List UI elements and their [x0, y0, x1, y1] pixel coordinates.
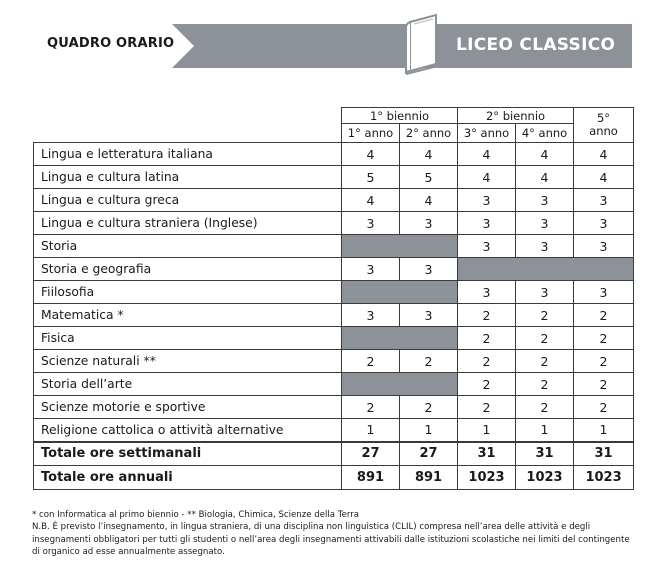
timetable	[33, 107, 634, 490]
hours-cell: 3	[458, 235, 516, 258]
total-cell: 31	[458, 442, 516, 466]
total-cell: 1023	[574, 466, 634, 490]
hours-cell: 1	[516, 419, 574, 442]
shaded-cell	[458, 258, 634, 281]
total-cell: 891	[342, 466, 400, 490]
footnote-line-1: * con Informatica al primo biennio - ** Biologia, Chimica, Scienze della Terra	[32, 510, 360, 520]
hours-cell: 3	[342, 258, 400, 281]
hours-cell: 4	[342, 189, 400, 212]
hours-cell: 4	[400, 189, 458, 212]
shaded-cell	[342, 327, 458, 350]
table-row	[34, 350, 634, 373]
subject-cell: Storia e geografia	[34, 258, 342, 281]
subject-cell: Lingua e cultura greca	[34, 189, 342, 212]
year-5-line2: anno	[589, 124, 618, 138]
subject-cell: Lingua e cultura straniera (Inglese)	[34, 212, 342, 235]
table-row	[34, 419, 634, 442]
group-second-biennio: 2° biennio	[458, 108, 574, 124]
hours-cell: 4	[516, 143, 574, 166]
hours-cell: 3	[458, 212, 516, 235]
subject-cell: Fiilosofia	[34, 281, 342, 304]
hours-cell: 3	[516, 281, 574, 304]
hours-cell: 1	[458, 419, 516, 442]
hours-cell: 2	[516, 304, 574, 327]
subject-cell: Fisica	[34, 327, 342, 350]
hours-cell: 2	[574, 327, 634, 350]
shaded-cell	[342, 235, 458, 258]
hours-cell: 4	[400, 143, 458, 166]
hours-cell: 4	[458, 166, 516, 189]
total-cell: 31	[574, 442, 634, 466]
shaded-cell	[342, 281, 458, 304]
hours-cell: 3	[400, 212, 458, 235]
hours-cell: 3	[574, 189, 634, 212]
hours-cell: 1	[574, 419, 634, 442]
table-row	[34, 143, 634, 166]
page-title: QUADRO ORARIO	[47, 36, 175, 51]
subject-cell: Scienze naturali **	[34, 350, 342, 373]
hours-cell: 3	[400, 258, 458, 281]
hours-cell: 2	[458, 373, 516, 396]
table-row	[34, 396, 634, 419]
total-label: Totale ore annuali	[34, 466, 342, 490]
year-2-header: 2° anno	[400, 124, 458, 143]
total-cell: 1023	[516, 466, 574, 490]
hours-cell: 3	[458, 189, 516, 212]
hours-cell: 2	[458, 396, 516, 419]
hours-cell: 2	[574, 304, 634, 327]
hours-cell: 5	[400, 166, 458, 189]
hours-cell: 3	[342, 212, 400, 235]
hours-cell: 4	[574, 166, 634, 189]
footnotes	[32, 509, 636, 558]
total-label: Totale ore settimanali	[34, 442, 342, 466]
hours-cell: 2	[574, 350, 634, 373]
subject-cell: Storia	[34, 235, 342, 258]
total-cell: 27	[342, 442, 400, 466]
banner-title: LICEO CLASSICO	[456, 35, 616, 55]
total-cell: 27	[400, 442, 458, 466]
subject-cell: Religione cattolica o attività alternative	[34, 419, 342, 442]
total-cell: 31	[516, 442, 574, 466]
table-row	[34, 166, 634, 189]
table-row	[34, 304, 634, 327]
table-row	[34, 189, 634, 212]
hours-cell: 2	[458, 304, 516, 327]
hours-cell: 2	[516, 350, 574, 373]
table-row	[34, 212, 634, 235]
hours-cell: 3	[516, 212, 574, 235]
year-3-header: 3° anno	[458, 124, 516, 143]
hours-cell: 3	[516, 235, 574, 258]
hours-cell: 2	[400, 396, 458, 419]
hours-cell: 3	[400, 304, 458, 327]
hours-cell: 2	[574, 396, 634, 419]
hours-cell: 2	[342, 396, 400, 419]
total-annual-row	[34, 466, 634, 490]
hours-cell: 3	[574, 212, 634, 235]
footnote-line-2: N.B. È previsto l’insegnamento, in lingua straniera, di una disciplina non linguistica (CLIL) compresa nell’area delle attività e degli insegnamenti obbligatori per tutti gli studenti o nell’area degli insegnamenti attivabili dalle istituzioni scolastiche nei limiti del contingente di organico ad esse annualmente assegnato.	[32, 522, 630, 557]
hours-cell: 3	[574, 235, 634, 258]
hours-cell: 2	[458, 350, 516, 373]
hours-cell: 3	[342, 304, 400, 327]
hours-cell: 2	[342, 350, 400, 373]
table-row	[34, 258, 634, 281]
hours-cell: 1	[342, 419, 400, 442]
table-row	[34, 281, 634, 304]
hours-cell: 1	[400, 419, 458, 442]
hours-cell: 3	[516, 189, 574, 212]
table-row	[34, 327, 634, 350]
hours-cell: 2	[400, 350, 458, 373]
table-row	[34, 235, 634, 258]
hours-cell: 4	[516, 166, 574, 189]
corner-blank	[34, 108, 342, 143]
hours-cell: 4	[342, 143, 400, 166]
year-5-header	[574, 108, 634, 143]
hours-cell: 2	[458, 327, 516, 350]
subject-cell: Lingua e cultura latina	[34, 166, 342, 189]
hours-cell: 2	[516, 396, 574, 419]
group-first-biennio: 1° biennio	[342, 108, 458, 124]
subject-cell: Lingua e letteratura italiana	[34, 143, 342, 166]
hours-cell: 2	[516, 373, 574, 396]
hours-cell: 5	[342, 166, 400, 189]
total-cell: 1023	[458, 466, 516, 490]
hours-cell: 3	[458, 281, 516, 304]
book-icon	[400, 12, 450, 76]
year-4-header: 4° anno	[516, 124, 574, 143]
total-weekly-row	[34, 442, 634, 466]
subject-cell: Storia dell’arte	[34, 373, 342, 396]
subject-cell: Matematica *	[34, 304, 342, 327]
hours-cell: 2	[516, 327, 574, 350]
shaded-cell	[342, 373, 458, 396]
year-5-line1: 5°	[596, 111, 611, 125]
hours-cell: 4	[458, 143, 516, 166]
subject-cell: Scienze motorie e sportive	[34, 396, 342, 419]
hours-cell: 4	[574, 143, 634, 166]
total-cell: 891	[400, 466, 458, 490]
hours-cell: 2	[574, 373, 634, 396]
table-row	[34, 373, 634, 396]
year-1-header: 1° anno	[342, 124, 400, 143]
hours-cell: 3	[574, 281, 634, 304]
